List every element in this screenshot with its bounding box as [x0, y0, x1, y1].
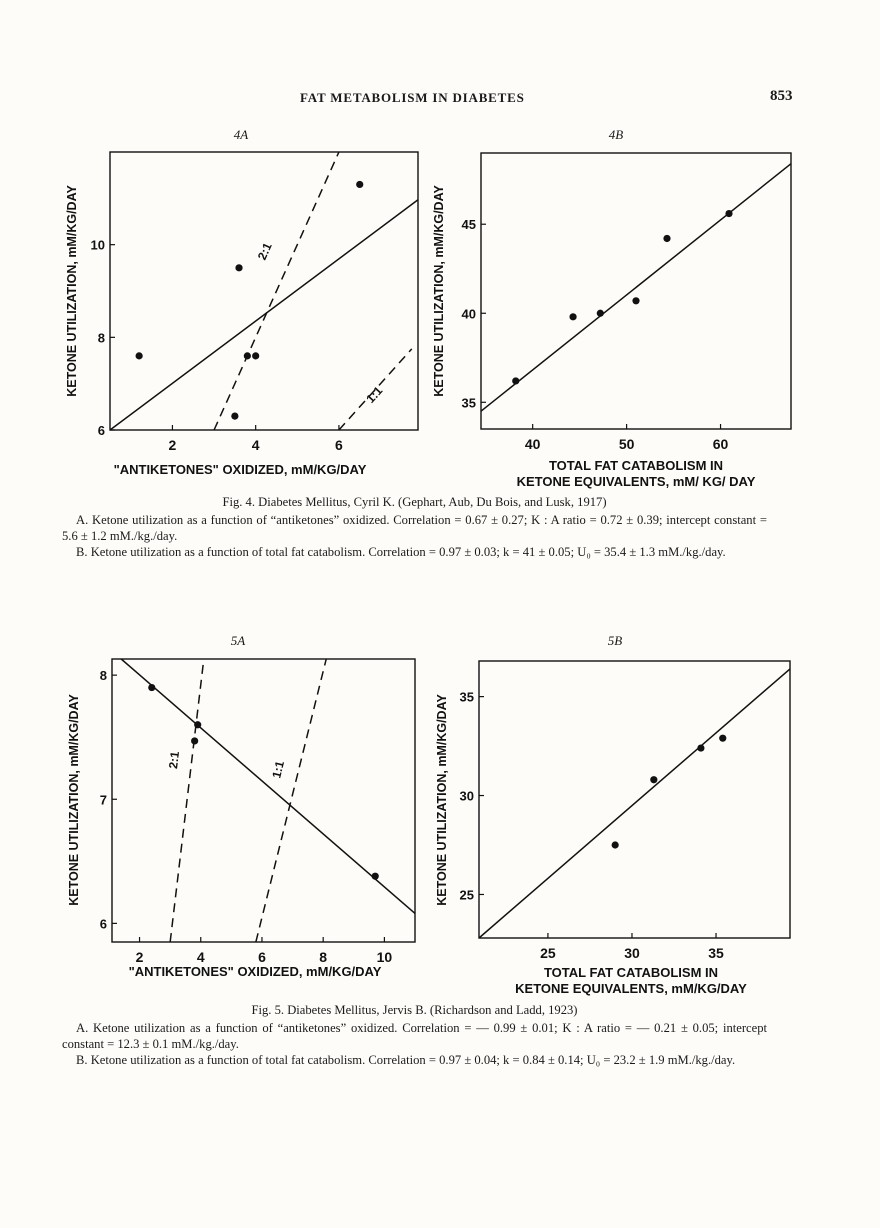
x-axis-label-line-2: KETONE EQUIVALENTS, mM/KG/DAY	[515, 981, 747, 996]
data-point	[650, 776, 657, 783]
chart-5B-group	[435, 661, 790, 996]
ratio-label-2-1: 2:1	[254, 240, 275, 263]
y-tick-label: 8	[99, 668, 107, 684]
y-tick-label: 30	[459, 788, 474, 804]
figure-4-caption-title: Fig. 4. Diabetes Mellitus, Cyril K. (Gephart, Aub, Du Bois, and Lusk, 1917)	[222, 495, 607, 509]
figure-4-caption-b: B. Ketone utilization as a function of total fat catabolism. Correlation = 0.97 ± 0.03; k = 41 ± 0.05; U₀ = 35.4 ± 1.3 mM./kg./day.	[76, 545, 726, 559]
plot-frame	[479, 661, 790, 938]
x-tick-label: 2	[168, 437, 177, 453]
x-tick-label: 4	[196, 949, 205, 965]
y-tick-label: 10	[90, 237, 105, 253]
y-tick-label: 35	[459, 689, 474, 705]
figure-5-caption-b: B. Ketone utilization as a function of total fat catabolism. Correlation = 0.97 ± 0.04; k = 0.84 ± 0.14; U₀ = 23.2 ± 1.9 mM./kg./day.	[76, 1053, 736, 1067]
x-axis-label: "ANTIKETONES" OXIDIZED, mM/KG/DAY	[128, 964, 382, 979]
ratio-label-1-1: 1:1	[363, 383, 386, 406]
x-tick-label: 60	[712, 436, 729, 452]
y-tick-label: 6	[97, 423, 105, 438]
ratio-label-1-1: 1:1	[269, 759, 288, 780]
figure-4a-label: 4A	[233, 127, 249, 142]
x-tick-label: 6	[258, 949, 266, 965]
page-number: 853	[770, 88, 793, 104]
figure-4-caption-a: A. Ketone utilization as a function of “antiketones” oxidized. Correlation = 0.67 ± 0.27; K : A ratio = 0.72 ± 0.39; intercept constant = 5.6 ± 1.2 mM./kg./day.	[62, 513, 767, 543]
data-point	[719, 735, 726, 742]
x-tick-label: 10	[376, 949, 393, 965]
regression-line	[479, 669, 790, 938]
running-title: FAT METABOLISM IN DIABETES	[300, 90, 525, 105]
y-tick-label: 40	[461, 306, 476, 322]
figure-5b-label: 5B	[607, 633, 623, 648]
y-tick-label: 25	[459, 887, 474, 903]
figure-4b-label: 4B	[608, 127, 624, 142]
data-point	[612, 841, 619, 848]
y-axis-label: KETONE UTILIZATION, mM/KG/DAY	[435, 694, 449, 906]
y-tick-label: 45	[461, 217, 476, 233]
x-axis-label-line-1: TOTAL FAT CATABOLISM IN	[543, 965, 719, 980]
x-tick-label: 50	[618, 436, 635, 452]
y-axis-label: KETONE UTILIZATION, mM/KG/DAY	[67, 694, 81, 906]
x-tick-label: 40	[524, 436, 541, 452]
x-axis-label-line-1: TOTAL FAT CATABOLISM IN	[548, 458, 724, 473]
figure-5-caption-a: A. Ketone utilization as a function of “antiketones” oxidized. Correlation = — 0.99 ± 0.01; K : A ratio = — 0.21 ± 0.05; intercept constant = 12.3 ± 0.1 mM./kg./day.	[62, 1021, 767, 1051]
x-tick-label: 35	[708, 945, 724, 961]
figure-5-caption-title: Fig. 5. Diabetes Mellitus, Jervis B. (Richardson and Ladd, 1923)	[251, 1003, 578, 1017]
x-tick-label: 2	[135, 949, 144, 965]
y-tick-label: 35	[461, 395, 476, 411]
x-axis-label-line-2: KETONE EQUIVALENTS, mM/ KG/ DAY	[516, 474, 756, 489]
figure-5-caption	[62, 1002, 767, 1068]
x-axis-label: "ANTIKETONES" OXIDIZED, mM/KG/DAY	[113, 462, 367, 477]
x-tick-label: 4	[251, 437, 260, 453]
x-tick-label: 8	[319, 949, 328, 965]
x-tick-label: 6	[335, 437, 343, 453]
ratio-label-2-1: 2:1	[166, 750, 182, 770]
y-axis-label: KETONE UTILIZATION, mM/KG/DAY	[432, 185, 446, 397]
y-tick-label: 7	[99, 792, 107, 808]
y-tick-label: 8	[97, 330, 105, 346]
y-axis-label: KETONE UTILIZATION, mM/KG/DAY	[65, 185, 79, 397]
data-point	[697, 744, 704, 751]
figure-5a-label: 5A	[230, 633, 246, 648]
y-tick-label: 6	[99, 916, 107, 932]
x-tick-label: 25	[540, 945, 556, 961]
x-tick-label: 30	[624, 945, 640, 961]
